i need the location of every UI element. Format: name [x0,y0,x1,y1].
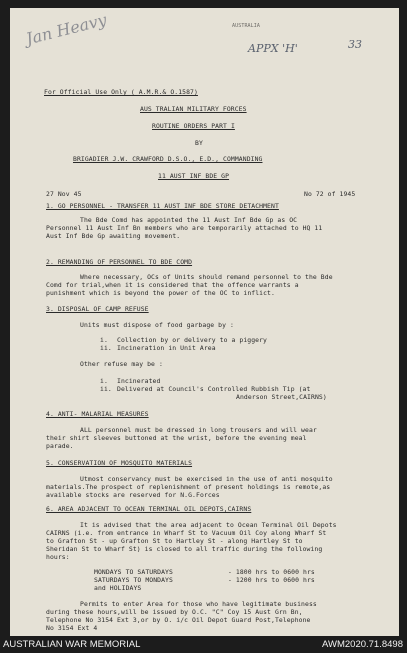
body-line: CAIRNS (i.e. from entrance in Wharf St to Vacuum Oil Coy along Wharf St [46,529,327,537]
body-line: No 3154 Ext 4 [46,624,98,632]
section-heading: 6. AREA ADJACENT TO OCEAN TERMINAL OIL DEPOTS,CAIRNS [46,505,252,513]
hours-days: and HOLIDAYS [94,584,142,592]
list-number: i. [100,377,108,385]
section-heading: 2. REMANDING OF PERSONNEL TO BDE COMD [46,258,193,266]
page-number-mark: 33 [348,38,362,51]
footer-institution: AUSTRALIAN WAR MEMORIAL [3,639,141,650]
hours-time: - 1200 hrs to 0600 hrs [228,576,315,584]
document-page [10,8,399,636]
list-item: Incinerated [117,377,161,385]
by-line: BY [195,139,203,147]
body-line: Personnel 11 Aust Inf Bn members who are temporarily attached to HQ 11 [46,224,323,232]
body-line: Comd for trial,when it is considered that the offence warrants a [46,281,299,289]
unit-line: 11 AUST INF BDE GP [158,172,230,180]
appendix-mark: APPX 'H' [248,42,298,55]
body-line: available stocks are reserved for N.G.Forces [46,491,220,499]
body-line: Utmost conservancy must be exercised in the use of anti mosquito [80,475,333,483]
body-line: Where necessary, OCs of Units should remand personnel to the Bde [80,273,333,281]
hours-days: MONDAYS TO SATURDAYS [94,568,173,576]
hours-time: - 1800 hrs to 0600 hrs [228,568,315,576]
body-line: Telephone No 3154 Ext 3,or by O. i/c Oil Depot Guard Post,Telephone [46,616,311,624]
body-line: ALL personnel must be dressed in long trousers and will wear [80,426,317,434]
body-line: during these hours,will be issued by O.C. "C" Coy 15 Aust Grn Bn, [46,608,303,616]
body-line: Units must dispose of food garbage by : [80,321,234,329]
body-line: It is advised that the area adjacent to Ocean Terminal Oil Depots [80,521,337,529]
list-item: Delivered at Council's Controlled Rubbish Tip (at [117,385,311,393]
list-item: Anderson Street,CAIRNS) [236,393,327,401]
section-heading: 4. ANTI- MALARIAL MEASURES [46,410,149,418]
body-line: punishment which is beyond the power of the OC to inflict. [46,289,275,297]
list-item: Collection by or delivery to a piggery [117,336,268,344]
body-line: materials.The prospect of replenishment of present holdings is remote,as [46,483,331,491]
footer-catalogue-id: AWM2020.71.8498 [322,639,403,650]
official-use-line: For Official Use Only ( A.M.R.& O.1587) [44,88,198,96]
force-title: AUS TRALIAN MILITARY FORCES [140,105,247,113]
orders-title: ROUTINE ORDERS PART I [152,122,235,130]
body-line: to Grafton St - up Grafton St to Hartley St - along Hartley St to [46,537,303,545]
section-heading: 5. CONSERVATION OF MOSQUITO MATERIALS [46,459,193,467]
list-number: ii. [100,344,112,352]
body-line: Aust Inf Bde Gp awaiting movement. [46,232,181,240]
handwritten-signature: Jan Heavy [24,10,109,49]
order-number: No 72 of 1945 [304,190,356,198]
order-date: 27 Nov 45 [46,190,82,198]
body-line: Sheridan St to Wharf St) is closed to all traffic during the following [46,545,323,553]
archive-footer [0,636,407,653]
section-heading: 3. DISPOSAL OF CAMP REFUSE [46,305,149,313]
section-heading: 1. GO PERSONNEL - TRANSFER 11 AUST INF BDE STORE DETACHMENT [46,202,279,210]
body-line: Permits to enter Area for those who have legitimate business [80,600,317,608]
body-line: hours: [46,553,70,561]
hours-days: SATURDAYS TO MONDAYS [94,576,173,584]
commander-line: BRIGADIER J.W. CRAWFORD D.S.O., E.D., COMMANDING [73,155,263,163]
body-line: their shirt sleeves buttoned at the wrist, before the evening meal [46,434,307,442]
list-number: i. [100,336,108,344]
list-number: ii. [100,385,112,393]
stamp-text: AUSTRALIA [232,23,260,29]
body-line: Other refuse may be : [80,360,163,368]
body-line: parade. [46,442,74,450]
body-line: The Bde Comd has appointed the 11 Aust Inf Bde Gp as OC [80,216,298,224]
list-item: Incineration in Unit Area [117,344,216,352]
